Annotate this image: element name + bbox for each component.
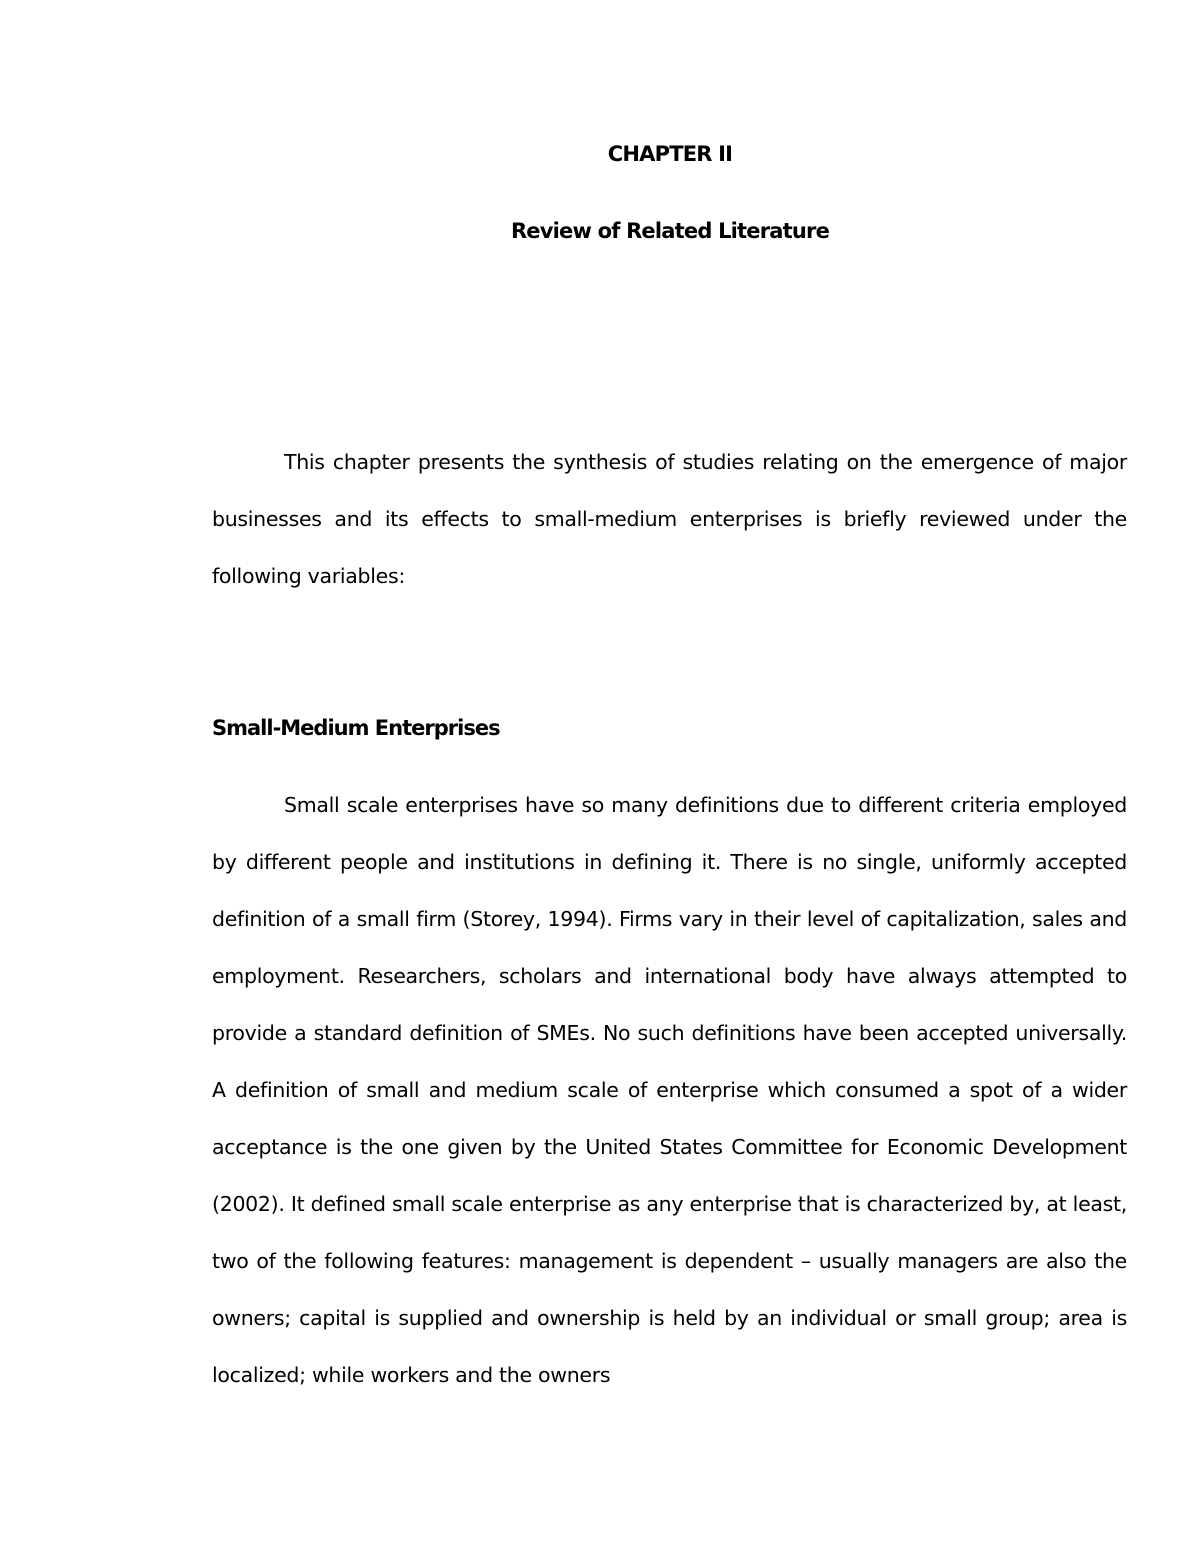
section-heading: Small-Medium Enterprises	[212, 716, 500, 740]
intro-paragraph: This chapter presents the synthesis of studies relating on the emergence of major businesses and its effects to small-medium enterprises is briefly reviewed under the following variables:	[212, 450, 1127, 588]
chapter-title: Review of Related Literature	[510, 219, 830, 243]
section-paragraph: Small scale enterprises have so many definitions due to different criteria employed by different people and institutions in defining it. There is no single, uniformly accepted definition of a small firm (Storey, 1994). Firms vary in their level of capitalization, sales and employment. Researchers, scholars and international body have always attempted to provide a standard definition of SMEs. No such definitions have been accepted universally. A definition of small and medium scale of enterprise which consumed a spot of a wider acceptance is the one given by the United States Committee for Economic Development (2002). It defined small scale enterprise as any enterprise that is characterized by, at least, two of the following features: management is dependent – usually managers are also the owners; capital is supplied and ownership is held by an individual or small group; area is localized; while workers and the owners	[212, 793, 1127, 1387]
chapter-number: CHAPTER II	[607, 142, 733, 166]
